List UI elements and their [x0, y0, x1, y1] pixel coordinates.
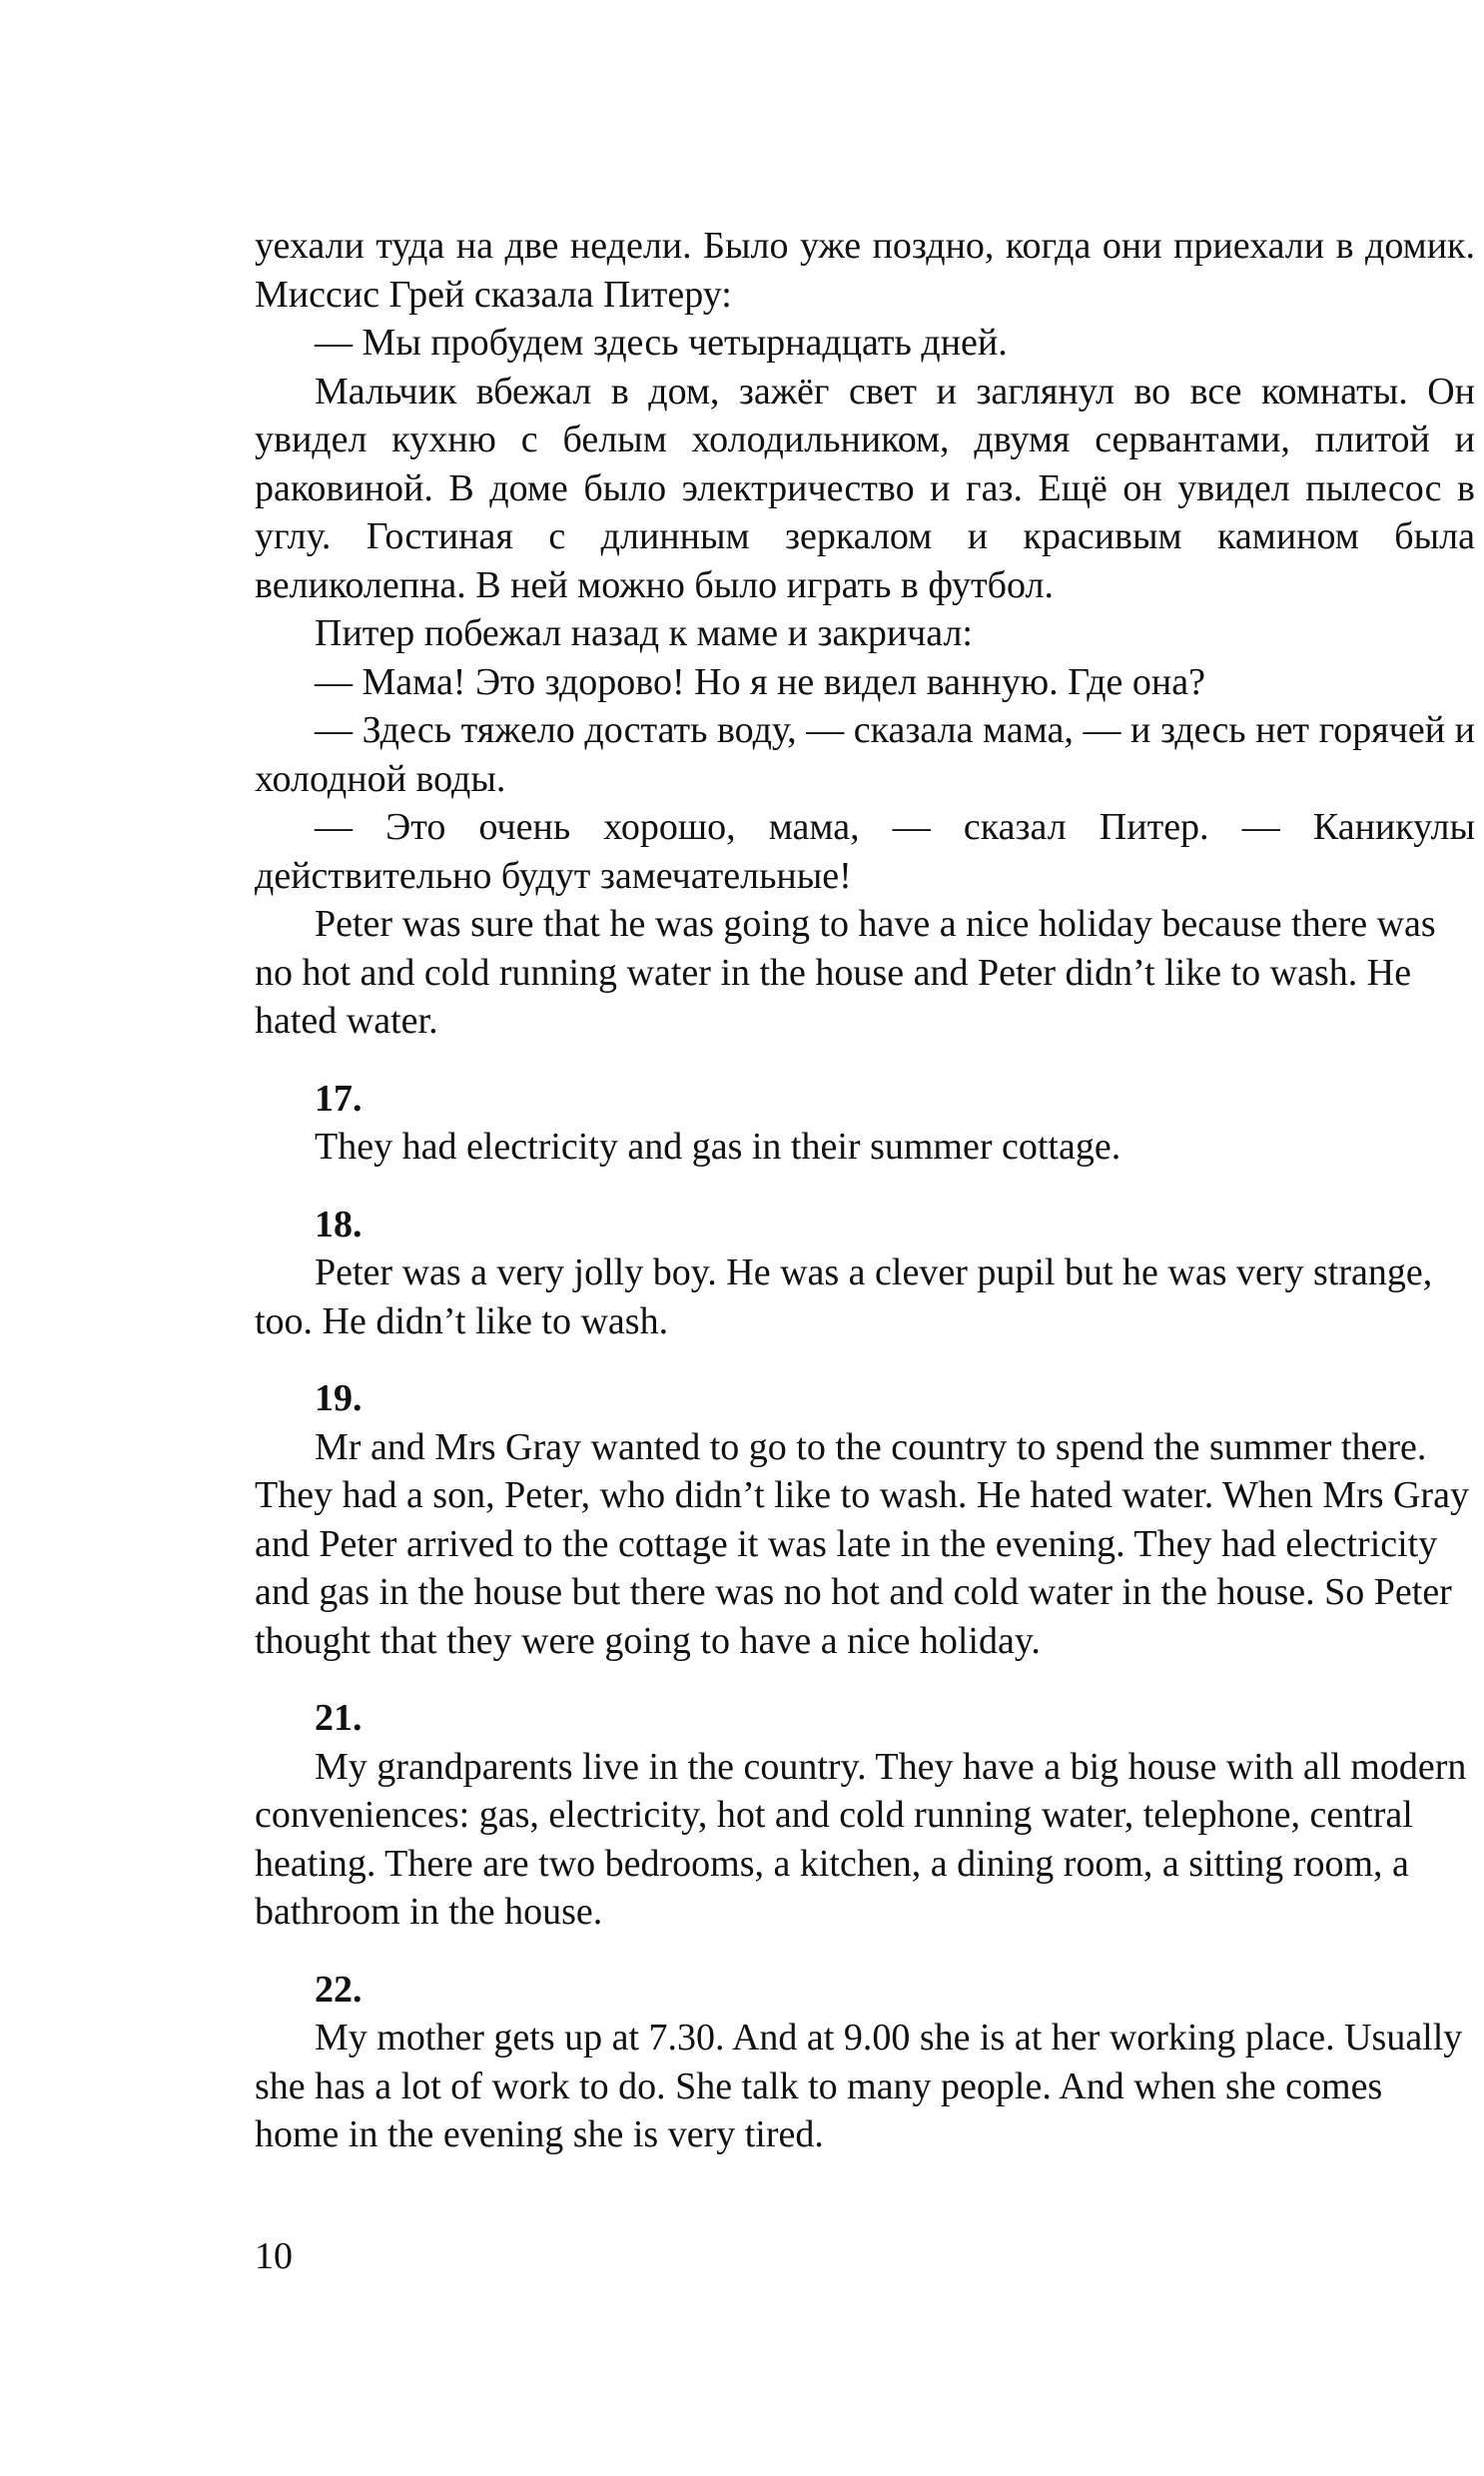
- intro-paragraph-1: уехали туда на две недели. Было уже поздно, когда они приехали в домик. Миссис Грей сказала Питеру:: [255, 225, 1475, 316]
- exercise-number-18: 18.: [315, 1203, 363, 1245]
- exercise-number-19: 19.: [315, 1377, 363, 1419]
- exercise-text-17: They had electricity and gas in their summer cottage.: [315, 1126, 1121, 1168]
- intro-paragraph-7: — Это очень хорошо, мама, — сказал Питер. — Каникулы действительно будут замечательные!: [255, 806, 1475, 897]
- intro-paragraph-2: — Мы пробудем здесь четырнадцать дней.: [315, 322, 1008, 364]
- exercise-text-19: Mr and Mrs Gray wanted to go to the country to spend the summer there. They had a son, Peter, who didn’t like to wash. He hated water. When Mrs Gray and Peter arrived to the cottage it was late in the evening. They had electricity and gas in the house but there was no hot and cold water in the house. So Peter thought that they were going to have a nice holiday.: [255, 1425, 1469, 1662]
- exercise-section-18: [255, 1201, 1475, 1346]
- exercise-number-21: 21.: [315, 1697, 363, 1739]
- exercise-section-19: [255, 1374, 1475, 1665]
- intro-paragraph-4: Питер побежал назад к маме и закричал:: [315, 612, 973, 654]
- exercise-text-22: My mother gets up at 7.30. And at 9.00 she is at her working place. Usually she has a lot of work to do. She talk to many people. And when she comes home in the evening she is very tired.: [255, 2017, 1463, 2155]
- exercise-text-21: My grandparents live in the country. They have a big house with all modern conveniences: gas, electricity, hot and cold running water, telephone, central heating. There are two bedrooms, a kitchen, a dining room, a sitting room, a bathroom in the house.: [255, 1745, 1467, 1933]
- intro-paragraph-8: Peter was sure that he was going to have a nice holiday because there was no hot and cold running water in the house and Peter didn’t like to wash. He hated water.: [255, 903, 1436, 1042]
- exercise-section-21: [255, 1694, 1475, 1937]
- exercise-number-17: 17.: [315, 1077, 363, 1120]
- intro-paragraph-6: — Здесь тяжело достать воду, — сказала мама, — и здесь нет горячей и холодной воды.: [255, 709, 1475, 800]
- exercise-text-18: Peter was a very jolly boy. He was a clever pupil but he was very strange, too. He didn’t like to wash.: [255, 1251, 1433, 1342]
- exercise-section-17: [255, 1075, 1475, 1172]
- intro-paragraph-3: Мальчик вбежал в дом, зажёг свет и заглянул во все комнаты. Он увидел кухню с белым холодильником, двумя сервантами, плитой и раковиной. В доме было электричество и газ. Ещё он увидел пылесос в углу. Гостиная с длинным зеркалом и красивым камином была великолепна. В ней можно было играть в футбол.: [255, 370, 1475, 606]
- exercise-number-22: 22.: [315, 1968, 363, 2011]
- document-page: [255, 222, 1475, 2159]
- intro-paragraph-5: — Мама! Это здорово! Но я не видел ванную. Где она?: [315, 660, 1205, 703]
- exercise-section-22: [255, 1966, 1475, 2159]
- intro-text: [255, 222, 1475, 1046]
- page-number: 10: [255, 2235, 293, 2277]
